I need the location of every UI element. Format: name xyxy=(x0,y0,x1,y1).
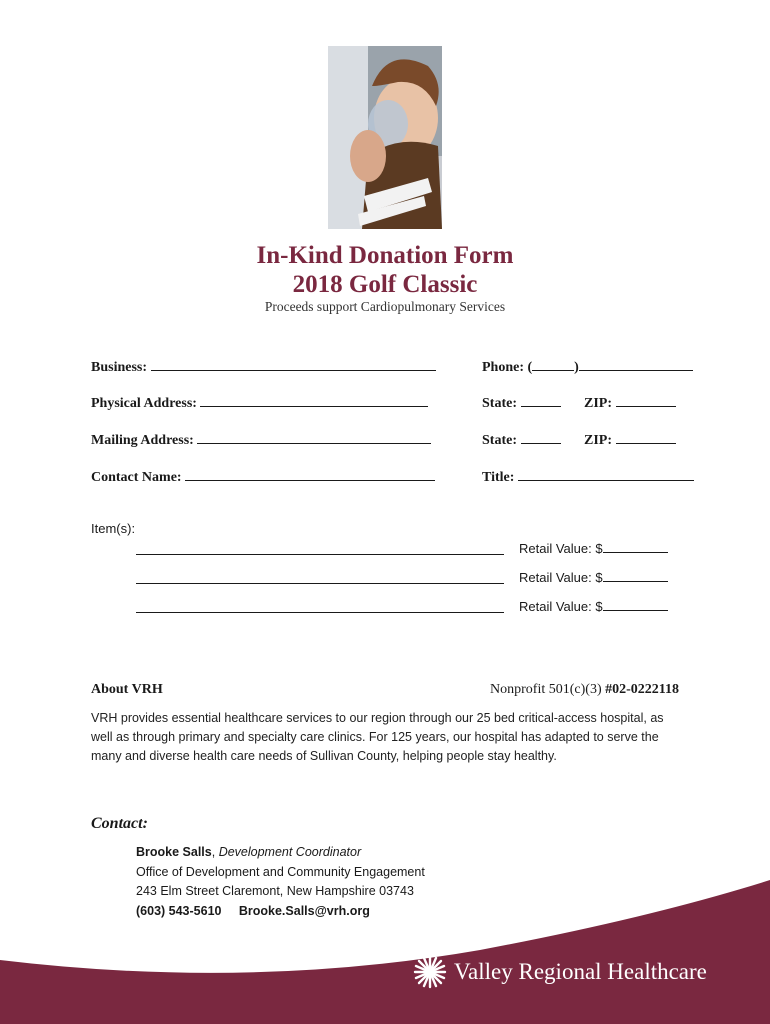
contact-phone: (603) 543-5610 xyxy=(136,903,222,918)
phone-number-line[interactable] xyxy=(579,356,693,371)
proceeds-note: Proceeds support Cardiopulmonary Services xyxy=(264,299,506,314)
items-label: Item(s): xyxy=(91,521,136,536)
footer-swoosh xyxy=(0,880,770,1024)
contact-address: 243 Elm Street Claremont, New Hampshire 03743 xyxy=(136,884,414,898)
contact-name-label: Contact Name: xyxy=(91,470,182,485)
title-input-line[interactable] xyxy=(518,466,694,481)
phone-area-code-line[interactable] xyxy=(532,356,574,371)
nonprofit-status xyxy=(490,682,679,698)
header-photo xyxy=(328,46,442,229)
retail-value-input-line[interactable] xyxy=(603,598,668,611)
zip-input-line[interactable] xyxy=(616,429,676,444)
footer-brand xyxy=(412,954,707,990)
state-label: State: xyxy=(482,396,517,411)
phone-label: Phone: ( xyxy=(482,360,533,375)
business-field[interactable] xyxy=(91,356,436,376)
state-field-physical[interactable] xyxy=(482,392,561,412)
nonprofit-prefix: Nonprofit 501(c)(3) xyxy=(490,682,602,697)
retail-value-input-line[interactable] xyxy=(603,540,668,553)
state-field-mailing[interactable] xyxy=(482,429,561,449)
physical-address-field[interactable] xyxy=(91,392,428,412)
form-title: In-Kind Donation Form xyxy=(256,242,514,269)
contact-name-input-line[interactable] xyxy=(185,466,435,481)
retail-value-field-2[interactable] xyxy=(519,569,668,585)
footer-banner xyxy=(0,880,770,1024)
business-input-line[interactable] xyxy=(151,356,436,371)
title-field[interactable] xyxy=(482,466,694,486)
retail-value-label: Retail Value: $ xyxy=(519,541,603,556)
item-input-line-1[interactable] xyxy=(136,554,504,555)
about-description: VRH provides essential healthcare services to our region through our 25 bed critical-access hospital, as well as through primary and specialty care clinics. For 125 years, our hospital has adapted to serve the many and diverse health care needs of Sullivan County, helping people stay healthy. xyxy=(91,711,664,763)
zip-input-line[interactable] xyxy=(616,392,676,407)
retail-value-field-1[interactable] xyxy=(519,540,668,556)
retail-value-label: Retail Value: $ xyxy=(519,599,603,614)
zip-field-mailing[interactable] xyxy=(584,429,676,449)
contact-email[interactable]: Brooke.Salls@vrh.org xyxy=(238,903,370,918)
mailing-address-field[interactable] xyxy=(91,429,431,449)
business-label: Business: xyxy=(91,360,148,375)
phone-paren-close: ) xyxy=(574,360,579,375)
contact-person-role: Development Coordinator xyxy=(218,845,362,859)
zip-label: ZIP: xyxy=(584,396,612,411)
about-heading: About VRH xyxy=(91,682,163,697)
contact-name-line: Brooke Salls, Development Coordinator xyxy=(136,845,362,859)
contact-name-field[interactable] xyxy=(91,466,435,486)
state-input-line[interactable] xyxy=(521,392,561,407)
contact-person-name: Brooke Salls xyxy=(136,845,212,859)
item-input-line-3[interactable] xyxy=(136,612,504,613)
child-with-nebulizer-photo xyxy=(328,46,442,229)
starburst-icon xyxy=(412,954,448,990)
contact-office: Office of Development and Community Engagement xyxy=(136,864,425,879)
contact-heading: Contact: xyxy=(91,815,148,832)
mailing-address-input-line[interactable] xyxy=(197,429,431,444)
form-subtitle-event: 2018 Golf Classic xyxy=(292,271,478,298)
phone-field[interactable] xyxy=(482,356,693,376)
physical-address-label: Physical Address: xyxy=(91,396,197,411)
title-label: Title: xyxy=(482,470,515,485)
physical-address-input-line[interactable] xyxy=(200,392,428,407)
retail-value-field-3[interactable] xyxy=(519,598,668,614)
retail-value-input-line[interactable] xyxy=(603,569,668,582)
mailing-address-label: Mailing Address: xyxy=(91,433,194,448)
zip-field-physical[interactable] xyxy=(584,392,676,412)
state-input-line[interactable] xyxy=(521,429,561,444)
item-input-line-2[interactable] xyxy=(136,583,504,584)
retail-value-label: Retail Value: $ xyxy=(519,570,603,585)
zip-label: ZIP: xyxy=(584,433,612,448)
state-label: State: xyxy=(482,433,517,448)
brand-name: Valley Regional Healthcare xyxy=(454,959,707,984)
nonprofit-number: #02-0222118 xyxy=(605,682,679,697)
